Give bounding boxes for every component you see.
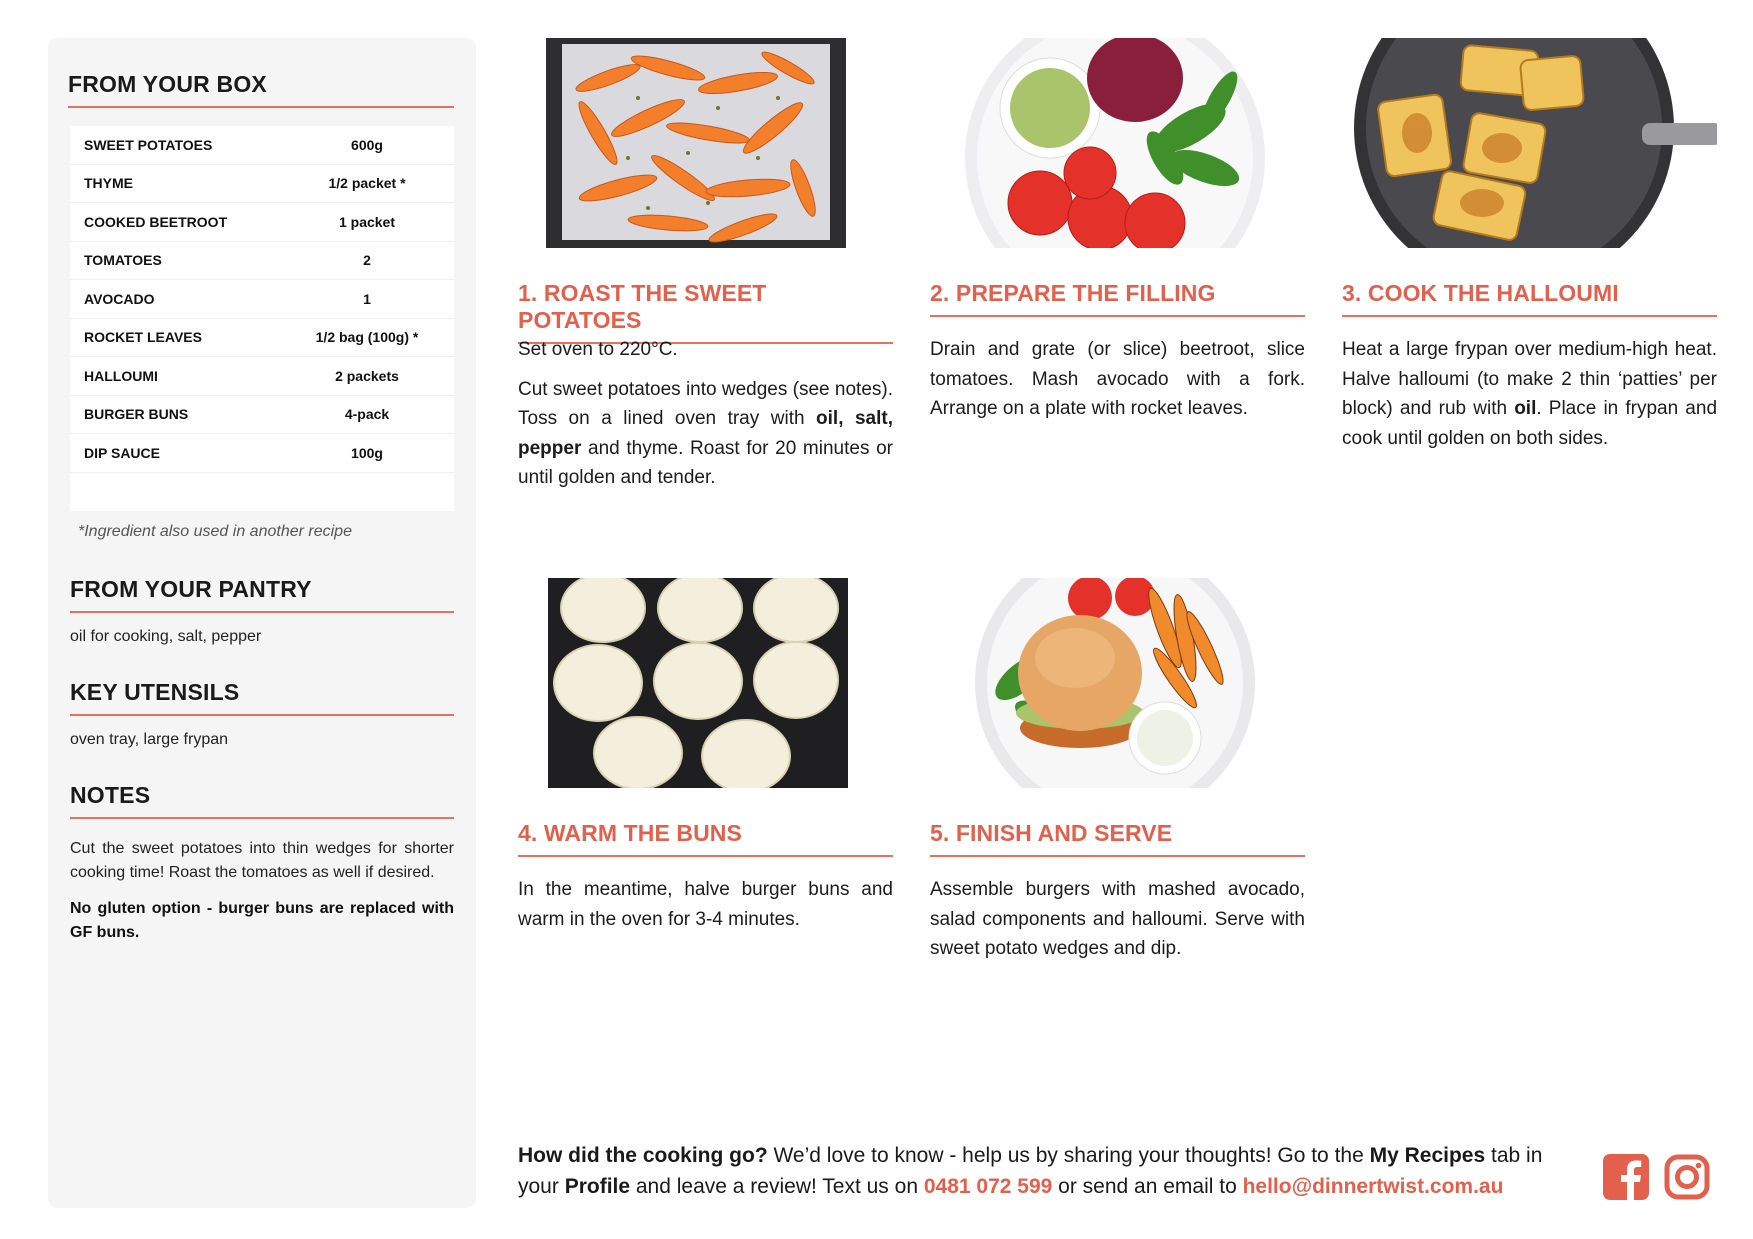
- ingredient-row: [70, 165, 454, 204]
- ingredients-sidebar: [48, 38, 476, 1208]
- ingredient-footnote: *Ingredient also used in another recipe: [78, 523, 352, 540]
- ingredient-qty: 1/2 packet *: [328, 175, 406, 192]
- step-2-text: Drain and grate (or slice) beetroot, slice tomatoes. Mash avocado with a fork. Arrange on a plate with rocket leaves.: [930, 339, 1305, 419]
- profile-link[interactable]: Profile: [564, 1175, 631, 1198]
- step-1: [518, 38, 893, 498]
- ingredient-row: [70, 357, 454, 396]
- step-1-text-a: Cut sweet potatoes into wedges (see notes). Toss on a lined oven tray with: [518, 378, 893, 429]
- email-link[interactable]: hello@dinnertwist.com.au: [1242, 1175, 1504, 1198]
- from-your-box-heading: FROM YOUR BOX: [68, 71, 454, 108]
- utensils-text: oven tray, large frypan: [70, 731, 229, 748]
- pantry-text: oil for cooking, salt, pepper: [70, 628, 262, 645]
- ingredient-qty: 1 packet: [338, 213, 396, 230]
- feedback-text-2: tab in your: [518, 1144, 1543, 1198]
- gluten-free-note: No gluten option - burger buns are replaced with GF buns.: [70, 900, 454, 941]
- step-3-title: 3. COOK THE HALLOUMI: [1342, 280, 1717, 317]
- ingredient-name: DIP SAUCE: [84, 444, 160, 461]
- ingredient-row: [70, 242, 454, 281]
- step-3-text-c: . Place in frypan and cook until golden on both sides.: [1342, 398, 1718, 449]
- notes-text: Cut the sweet potatoes into thin wedges for shorter cooking time! Roast the tomatoes as well if desired.: [70, 840, 454, 881]
- step-5: [930, 578, 1305, 978]
- feedback-footer: [518, 1140, 1578, 1202]
- key-utensils-heading: KEY UTENSILS: [70, 679, 454, 716]
- feedback-question: How did the cooking go?: [518, 1144, 768, 1167]
- step-4-title: 4. WARM THE BUNS: [518, 820, 893, 857]
- step-3-image: [1342, 38, 1717, 248]
- ingredient-name: TOMATOES: [84, 252, 162, 269]
- ingredient-qty: 2 packets: [335, 367, 399, 384]
- step-5-body: [930, 875, 1305, 964]
- step-1-title: 1. ROAST THE SWEET POTATOES: [518, 280, 893, 344]
- ingredient-name: AVOCADO: [84, 290, 155, 307]
- ingredient-row: [70, 203, 454, 242]
- ingredient-row: [70, 280, 454, 319]
- step-4-body: [518, 875, 893, 934]
- step-1-image: [518, 38, 893, 248]
- ingredient-row: [70, 434, 454, 473]
- step-2: [930, 38, 1305, 498]
- my-recipes-link[interactable]: My Recipes: [1369, 1144, 1486, 1167]
- step-1-body: [518, 335, 893, 493]
- notes-section: [70, 782, 454, 945]
- halloumi-frypan-photo: [1342, 38, 1717, 248]
- finished-burger-plate-photo: [930, 578, 1305, 788]
- burger-buns-tray-photo: [518, 578, 893, 788]
- ingredient-name: THYME: [84, 175, 133, 192]
- step-3-oil: oil: [1514, 398, 1537, 419]
- ingredient-row: [70, 319, 454, 358]
- feedback-text-4: or send an email to: [1052, 1175, 1243, 1198]
- utensils-section: [70, 679, 454, 752]
- step-5-title: 5. FINISH AND SERVE: [930, 820, 1305, 857]
- phone-number-link[interactable]: 0481 072 599: [923, 1175, 1053, 1198]
- step-2-image: [930, 38, 1305, 248]
- step-3-instructions: [1342, 335, 1717, 453]
- ingredient-qty: 2: [363, 252, 371, 269]
- step-4: [518, 578, 893, 978]
- step-1-seasoning: oil, salt, pepper: [518, 408, 893, 459]
- ingredient-qty: 100g: [351, 444, 383, 461]
- step-5-text: Assemble burgers with mashed avocado, salad components and halloumi. Serve with sweet potato wedges and dip.: [930, 879, 1305, 959]
- ingredient-name: BURGER BUNS: [84, 406, 189, 423]
- notes-heading: NOTES: [70, 782, 454, 819]
- step-3-body: [1342, 335, 1717, 453]
- step-2-body: [930, 335, 1305, 424]
- step-4-text: In the meantime, halve burger buns and warm in the oven for 3-4 minutes.: [518, 879, 893, 930]
- step-5-image: [930, 578, 1305, 788]
- step-2-title: 2. PREPARE THE FILLING: [930, 280, 1305, 317]
- ingredient-qty: 4-pack: [344, 406, 390, 423]
- step-4-image: [518, 578, 893, 788]
- facebook-icon[interactable]: [1603, 1154, 1649, 1200]
- feedback-text-1: We’d love to know - help us by sharing your thoughts! Go to the: [767, 1144, 1370, 1167]
- ingredient-row: [70, 396, 454, 435]
- salad-filling-plate-photo: [930, 38, 1305, 248]
- roasted-sweet-potatoes-photo: [518, 38, 893, 248]
- ingredients-table: [70, 126, 454, 511]
- step-3: [1342, 38, 1717, 498]
- ingredient-name: COOKED BEETROOT: [84, 213, 228, 230]
- step-1-instructions: [518, 375, 893, 493]
- ingredient-qty: 1: [363, 290, 371, 307]
- ingredient-name: HALLOUMI: [84, 367, 158, 384]
- ingredient-name: ROCKET LEAVES: [84, 329, 202, 346]
- ingredient-qty: 600g: [351, 136, 383, 153]
- from-your-pantry-heading: FROM YOUR PANTRY: [70, 576, 454, 613]
- ingredient-qty: 1/2 bag (100g) *: [315, 329, 419, 346]
- ingredient-name: SWEET POTATOES: [84, 136, 213, 153]
- step-1-text: Set oven to 220°C.: [518, 339, 678, 360]
- ingredient-row: [70, 126, 454, 165]
- step-1-text-c: and thyme. Roast for 20 minutes or until golden and tender.: [518, 437, 893, 488]
- feedback-text-3: and leave a review! Text us on: [630, 1175, 924, 1198]
- instagram-icon[interactable]: [1664, 1154, 1710, 1200]
- step-3-text-a: Heat a large frypan over medium-high heat. Halve halloumi (to make 2 thin ‘patties’ per block) and rub with: [1342, 339, 1717, 419]
- pantry-section: [70, 576, 454, 649]
